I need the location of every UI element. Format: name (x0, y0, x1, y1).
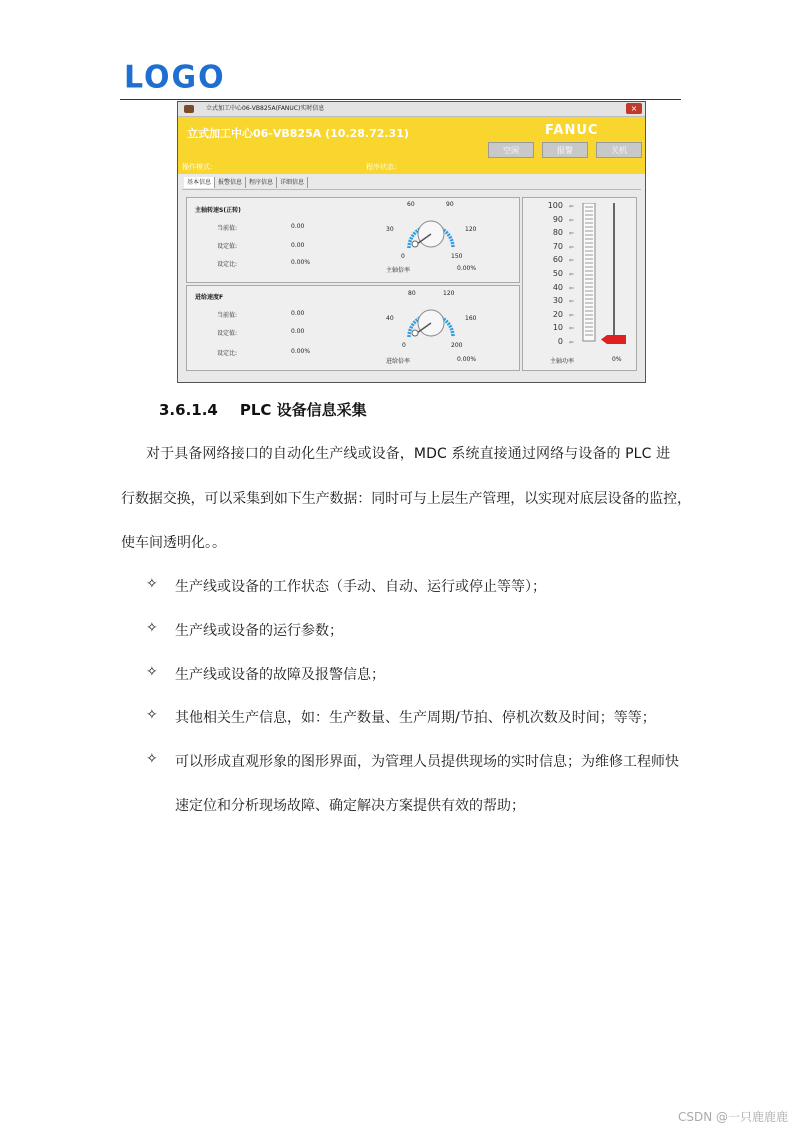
feed-current-label: 当前值: (217, 312, 238, 319)
power-scale-label: 100 (547, 201, 563, 210)
bullet-text: 生产线或设备的故障及报警信息； (175, 667, 385, 683)
power-scale-label: 40 (552, 282, 563, 292)
power-scale-label: 0 (557, 337, 563, 346)
operation-mode-label: 操作模式： (182, 163, 217, 171)
bullet-text: 其他相关生产信息，如：生产数量、生产周期/节拍、停机次数及时间；等等； (175, 710, 656, 726)
power-scale-label: 70 (552, 241, 563, 251)
power-scale-label: 80 (552, 228, 563, 238)
spindle-ratio-label: 设定比: (217, 261, 238, 268)
program-status-label: 程序状态： (366, 163, 401, 171)
bullet-icon: ✧ (146, 576, 158, 592)
power-scale-tick-icon: ⇐ (569, 325, 575, 333)
spindle-tick-0: 0 (401, 253, 405, 260)
alarm-button[interactable]: 报警 (542, 142, 588, 158)
bullet-text: 生产线或设备的工作状态（手动、自动、运行或停止等等）； (175, 579, 546, 595)
bullet-text: 可以形成直观形象的图形界面，为管理人员提供现场的实时信息；为维修工程师快 (175, 754, 679, 770)
spindle-current-value: 0.00 (291, 223, 305, 230)
tab-alarm-info[interactable]: 报警信息 (215, 177, 246, 188)
feed-set-label: 设定值: (217, 330, 238, 337)
spindle-current-label: 当前值: (217, 225, 238, 232)
spindle-power-panel (522, 197, 637, 371)
spindle-override-value: 0.00% (457, 265, 477, 272)
bullet-text: 生产线或设备的运行参数； (175, 623, 343, 639)
spindle-tick-120: 120 (465, 226, 477, 233)
paragraph-line: 对于具备网络接口的自动化生产线或设备，MDC 系统直接通过网络与设备的 PLC 进 (146, 446, 671, 462)
spindle-tick-60: 60 (407, 201, 415, 208)
power-level-pointer (601, 335, 627, 344)
section-heading (159, 399, 389, 420)
feed-title: 进给速度F (195, 294, 224, 301)
power-scale-label: 30 (552, 296, 563, 306)
shutdown-button[interactable]: 关机 (596, 142, 642, 158)
bullet-icon: ✧ (146, 664, 158, 680)
spindle-tick-90: 90 (446, 201, 454, 208)
section-title: PLC 设备信息采集 (239, 401, 367, 419)
realtime-info-window (177, 101, 646, 383)
spindle-set-label: 设定值: (217, 243, 238, 250)
machine-header (178, 117, 645, 174)
bullet-text-continuation: 速定位和分析现场故障、确定解决方案提供有效的帮助； (175, 798, 525, 814)
power-value: 0% (612, 356, 622, 363)
power-scale-label: 50 (552, 269, 563, 278)
bullet-icon: ✧ (146, 620, 158, 636)
close-icon[interactable]: × (626, 103, 642, 114)
feed-tick-80: 80 (408, 290, 416, 297)
paragraph-line: 行数据交换，可以采集到如下生产数据：同时可与上层生产管理，以实现对底层设备的监控， (121, 491, 691, 507)
power-scale-tick-icon: ⇐ (569, 339, 575, 346)
power-scale-tick-icon: ⇐ (569, 298, 575, 306)
tab-program-info[interactable]: 程序信息 (246, 177, 277, 188)
spindle-set-value: 0.00 (291, 242, 305, 249)
feed-tick-160: 160 (465, 315, 477, 322)
spindle-panel (186, 197, 520, 283)
power-label: 主轴功率 (550, 358, 575, 365)
feed-override-label: 进给倍率 (386, 358, 411, 365)
idle-button[interactable]: 空闲 (488, 142, 534, 158)
power-track (613, 203, 615, 343)
tab-basic-info[interactable]: 基本信息 (184, 177, 215, 188)
app-icon (184, 105, 194, 113)
spindle-tick-30: 30 (386, 226, 394, 233)
machine-name: 立式加工中心06-VB825A (10.28.72.31) (187, 127, 409, 140)
feed-tick-120: 120 (443, 290, 455, 297)
feed-ratio-label: 设定比: (217, 350, 238, 357)
bullet-icon: ✧ (146, 707, 158, 723)
power-scale-tick-icon: ⇐ (569, 311, 575, 319)
feed-tick-0: 0 (402, 342, 406, 349)
power-scale-tick-icon: ⇐ (569, 257, 575, 265)
spindle-gauge-dial (399, 208, 463, 256)
spindle-ratio-value: 0.00% (291, 259, 311, 266)
window-titlebar (178, 102, 645, 117)
spindle-override-label: 主轴倍率 (386, 267, 411, 274)
header-rule (120, 99, 681, 100)
power-scale-tick-icon: ⇐ (569, 284, 575, 292)
tab-detail-info[interactable]: 详细信息 (277, 177, 308, 188)
power-tube (581, 203, 599, 343)
power-scale-label: 10 (552, 323, 563, 333)
tab-bar (184, 177, 308, 188)
power-scale-tick-icon: ⇐ (569, 203, 575, 210)
power-scale-label: 90 (552, 214, 563, 224)
feed-tick-200: 200 (451, 342, 463, 349)
feed-gauge-dial (399, 297, 463, 345)
tab-rule (182, 189, 641, 190)
power-scale-tick-icon: ⇐ (569, 216, 575, 224)
brand-label: FANUC (545, 123, 599, 138)
feed-current-value: 0.00 (291, 310, 305, 317)
power-scale-tick-icon: ⇐ (569, 243, 575, 251)
feed-override-value: 0.00% (457, 356, 477, 363)
power-scale-label: 60 (552, 255, 563, 265)
window-title: 立式加工中心06-VB825A(FANUC)实时信息 (206, 105, 325, 112)
bullet-icon: ✧ (146, 751, 158, 767)
feed-ratio-value: 0.00% (291, 348, 311, 355)
feed-set-value: 0.00 (291, 328, 305, 335)
spindle-title: 主轴转速S(正转) (195, 207, 241, 214)
paragraph-line: 使车间透明化。。 (121, 535, 226, 551)
power-scale-tick-icon: ⇐ (569, 230, 575, 238)
csdn-watermark: CSDN @一只鹿鹿鹿 (677, 1110, 788, 1124)
feed-tick-40: 40 (386, 315, 394, 322)
power-scale-label: 20 (552, 309, 563, 319)
logo: LOGO (124, 59, 226, 96)
power-scale-tick-icon: ⇐ (569, 271, 575, 278)
section-number: 3.6.1.4 (159, 401, 218, 419)
feed-panel (186, 285, 520, 371)
spindle-tick-150: 150 (451, 253, 463, 260)
